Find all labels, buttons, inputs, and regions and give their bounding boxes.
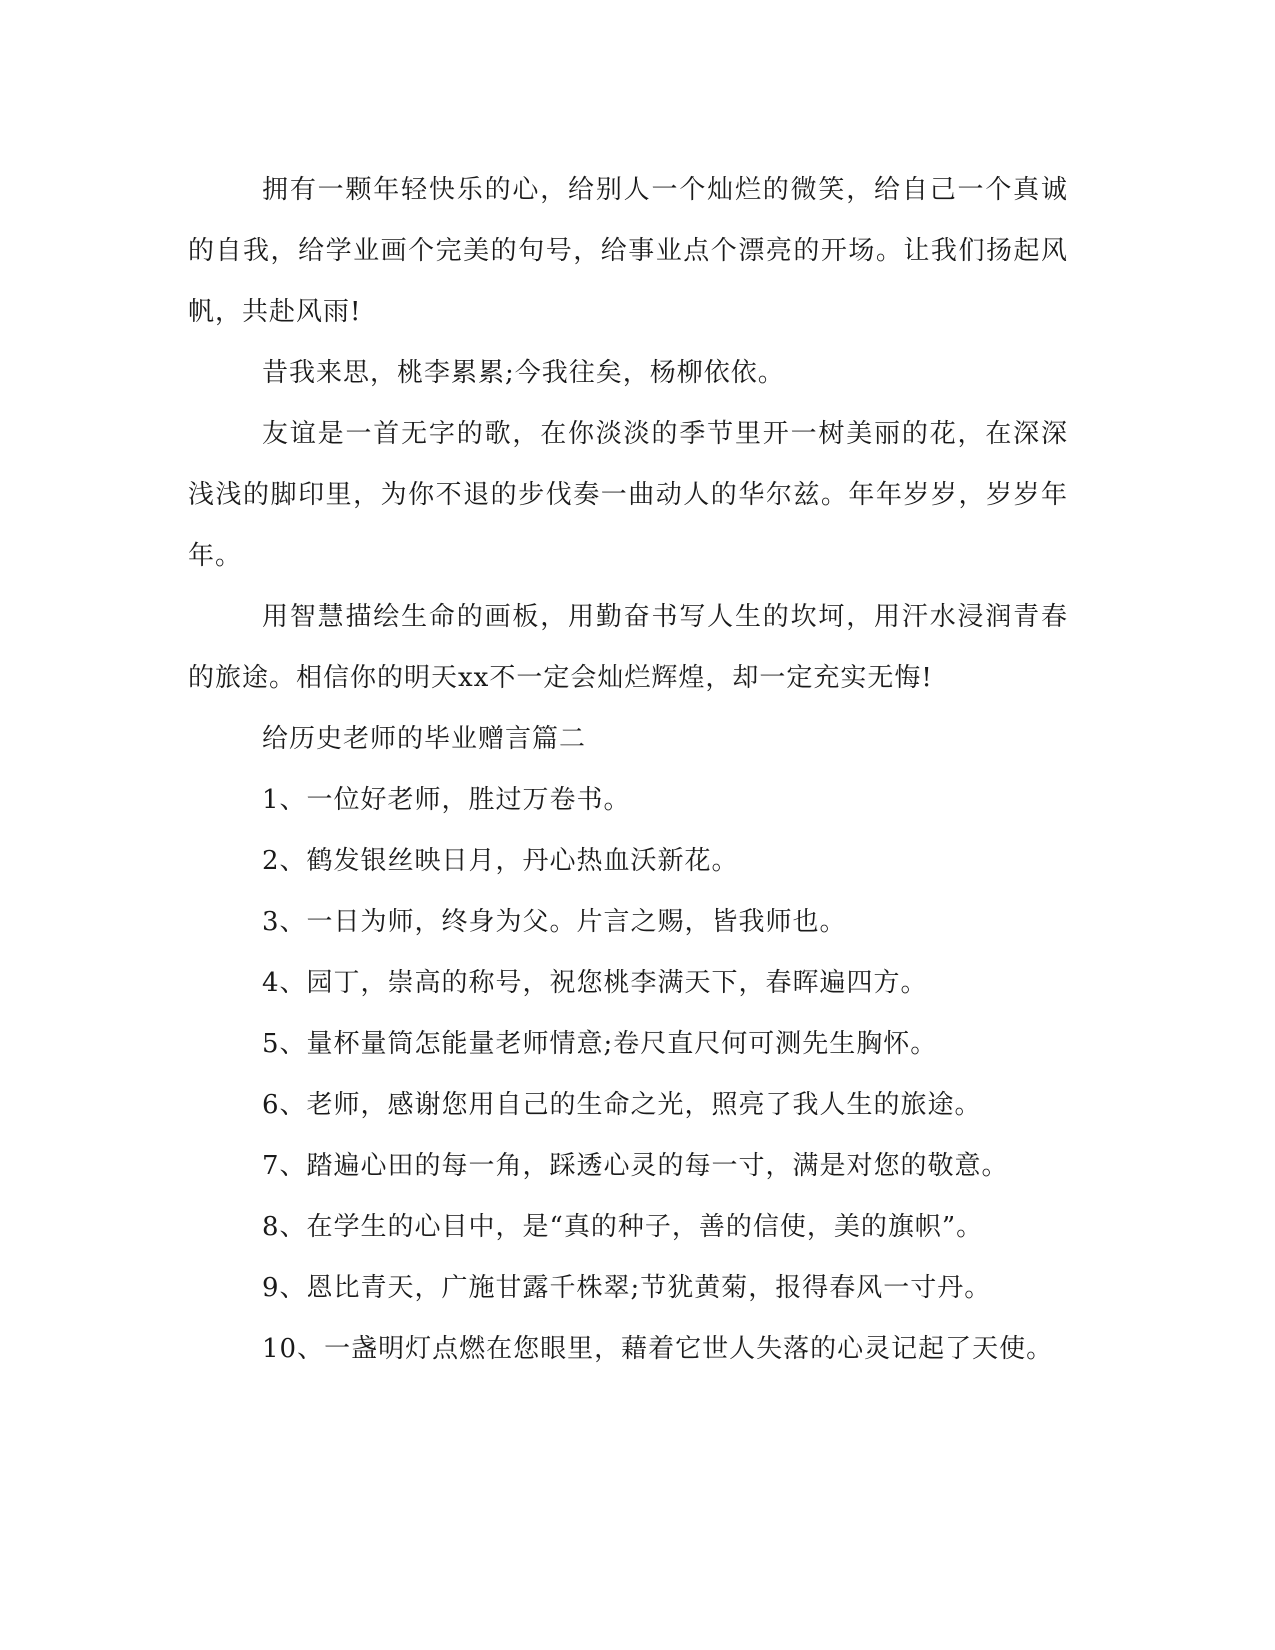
paragraph-wisdom: 用智慧描绘生命的画板，用勤奋书写人生的坎坷，用汗水浸润青春的旅途。相信你的明天xx不一定会灿烂辉煌，却一定充实无悔! xyxy=(188,602,1068,693)
paragraph-intro-heart: 拥有一颗年轻快乐的心，给别人一个灿烂的微笑，给自己一个真诚的自我，给学业画个完美的句号，给事业点个漂亮的开场。让我们扬起风帆，共赴风雨! xyxy=(188,175,1068,327)
list-item: 2、鹤发银丝映日月，丹心热血沃新花。 xyxy=(262,846,739,876)
document-body xyxy=(188,160,1068,1380)
list-item: 1、一位好老师，胜过万卷书。 xyxy=(262,785,631,815)
paragraph-willows: 昔我来思，桃李累累;今我往矣，杨柳依依。 xyxy=(262,358,785,388)
paragraph-friendship: 友谊是一首无字的歌，在你淡淡的季节里开一树美丽的花，在深深浅浅的脚印里，为你不退的步伐奏一曲动人的华尔兹。年年岁岁，岁岁年年。 xyxy=(188,419,1068,571)
list-item: 9、恩比青天，广施甘露千株翠;节犹黄菊，报得春风一寸丹。 xyxy=(262,1273,992,1303)
list-item: 6、老师，感谢您用自己的生命之光，照亮了我人生的旅途。 xyxy=(262,1090,982,1120)
list-item: 3、一日为师，终身为父。片言之赐，皆我师也。 xyxy=(262,907,847,937)
list-item: 8、在学生的心目中，是“真的种子，善的信使，美的旗帜”。 xyxy=(262,1212,984,1242)
section-heading: 给历史老师的毕业赠言篇二 xyxy=(262,724,587,754)
list-item: 10、一盏明灯点燃在您眼里，藉着它世人失落的心灵记起了天使。 xyxy=(262,1334,1054,1364)
list-item: 7、踏遍心田的每一角，踩透心灵的每一寸，满是对您的敬意。 xyxy=(262,1151,1009,1181)
list-item: 4、园丁，崇高的称号，祝您桃李满天下，春晖遍四方。 xyxy=(262,968,928,998)
list-item: 5、量杯量筒怎能量老师情意;卷尺直尺何可测先生胸怀。 xyxy=(262,1029,938,1059)
